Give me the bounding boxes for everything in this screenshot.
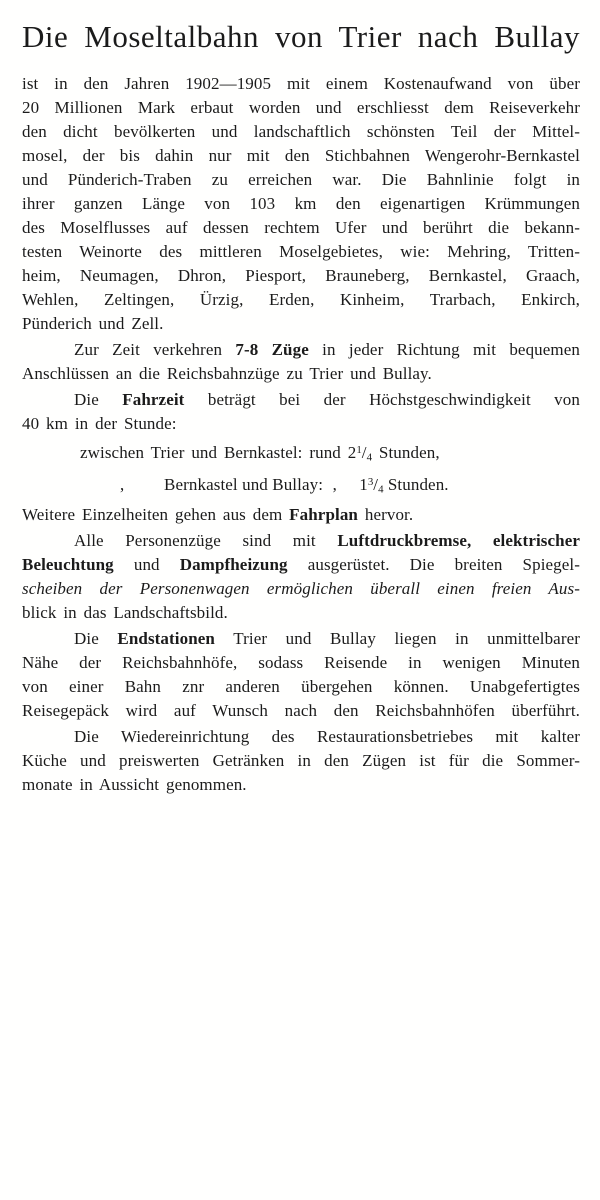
- paragraph: [22, 438, 580, 501]
- text-line: [80, 438, 580, 470]
- text-segment: Alle Personenzüge sind mit: [74, 531, 338, 551]
- text-segment: Weitere Einzelheiten gehen aus dem: [22, 505, 290, 525]
- text-segment: ‚ Bernkastel und Bullay: ‚ 1: [80, 474, 368, 494]
- text-segment: zwischen Trier und Bernkastel: rund 2: [80, 442, 357, 462]
- text-line: [22, 362, 580, 386]
- text-segment: Die Wiedereinrichtung des Restaurationsbetriebes mit kalter: [74, 727, 580, 747]
- paragraph: [22, 338, 580, 386]
- text-line: [22, 388, 580, 412]
- text-segment: Stunden.: [383, 474, 449, 494]
- text-segment: 4: [366, 451, 373, 464]
- text-segment: 1: [356, 444, 362, 456]
- text-line: [22, 264, 580, 288]
- text-segment: Zur Zeit verkehren: [74, 340, 236, 359]
- text-segment: in jeder Richtung mit bequemen: [308, 340, 580, 359]
- text-segment: 7-8 Züge: [235, 340, 309, 359]
- text-line: [22, 773, 580, 797]
- text-segment: monate in Aussicht genommen.: [22, 775, 247, 795]
- text-line: [22, 651, 580, 675]
- text-segment: 4: [378, 483, 384, 496]
- text-segment: Reisegepäck wird auf Wunsch nach den Reichsbahnhöfen überführt.: [22, 701, 580, 721]
- text-segment: Fahrplan: [289, 505, 358, 525]
- text-line: [22, 553, 580, 577]
- text-segment: Küche und preiswerten Getränken in den Zügen ist für die Sommer-: [22, 751, 580, 771]
- paragraph: [22, 388, 580, 436]
- text-segment: den dicht bevölkerten und landschaftlich schönsten Teil der Mittel-: [22, 122, 580, 141]
- text-segment: Dampfheizung: [179, 555, 288, 575]
- text-line: [22, 216, 580, 240]
- text-line: [22, 749, 580, 773]
- paragraph: [22, 72, 580, 336]
- paragraph: [22, 529, 580, 625]
- text-line: [22, 96, 580, 120]
- page-title: Die Moseltalbahn von Trier nach Bullay: [22, 19, 580, 54]
- text-segment: scheiben der Personenwagen ermöglichen überall einen freien Aus-: [22, 579, 580, 599]
- text-segment: Pünderich und Zell.: [22, 314, 164, 333]
- text-segment: von einer Bahn znr anderen übergehen können. Unabgefertigtes: [22, 677, 580, 697]
- text-segment: Beleuchtung: [22, 555, 114, 575]
- text-segment: 20 Millionen Mark erbaut worden und erschliesst dem Reiseverkehr: [22, 98, 580, 117]
- document-body: [22, 72, 580, 797]
- paragraph: [22, 725, 580, 797]
- text-line: [22, 192, 580, 216]
- text-segment: Trier und Bullay liegen in unmittelbarer: [214, 629, 580, 649]
- text-line: [22, 699, 580, 723]
- text-line: [22, 168, 580, 192]
- text-segment: Endstationen: [117, 629, 215, 649]
- text-segment: Wehlen, Zeltingen, Ürzig, Erden, Kinheim, Trarbach, Enkirch,: [22, 290, 580, 309]
- text-segment: testen Weinorte des mittleren Moselgebietes, wie: Mehring, Tritten-: [22, 242, 580, 261]
- paragraph: [22, 627, 580, 723]
- text-line: [22, 627, 580, 651]
- text-segment: ausgerüstet. Die breiten Spiegel-: [287, 555, 580, 575]
- text-segment: Stunden,: [372, 442, 440, 462]
- text-line: [22, 577, 580, 601]
- text-line: [22, 288, 580, 312]
- text-segment: heim, Neumagen, Dhron, Piesport, Brauneberg, Bernkastel, Graach,: [22, 266, 580, 285]
- text-segment: beträgt bei der Höchstgeschwindigkeit von: [184, 390, 580, 409]
- text-segment: /: [361, 442, 367, 462]
- text-segment: 3: [367, 475, 374, 488]
- text-line: [22, 240, 580, 264]
- text-segment: Die: [74, 390, 123, 409]
- text-line: [22, 675, 580, 699]
- text-segment: Die: [74, 629, 118, 649]
- text-segment: blick in das Landschaftsbild.: [22, 603, 228, 623]
- text-line: [22, 338, 580, 362]
- text-line: [22, 503, 580, 527]
- text-segment: Fahrzeit: [122, 390, 185, 409]
- text-segment: und Pünderich-Traben zu erreichen war. Die Bahnlinie folgt in: [22, 170, 580, 189]
- text-segment: ihrer ganzen Länge von 103 km den eigenartigen Krümmungen: [22, 194, 580, 213]
- text-line: [22, 312, 580, 336]
- text-segment: des Moselflusses auf dessen rechtem Ufer und berührt die bekann-: [22, 218, 580, 237]
- text-line: [22, 72, 580, 96]
- text-segment: und: [113, 555, 180, 575]
- text-line: [80, 470, 580, 502]
- text-segment: Anschlüssen an die Reichsbahnzüge zu Trier und Bullay.: [22, 364, 432, 383]
- text-line: [22, 601, 580, 625]
- text-segment: Luftdruckbremse, elektrischer: [337, 531, 580, 551]
- text-line: [22, 120, 580, 144]
- text-line: [22, 144, 580, 168]
- text-line: [22, 529, 580, 553]
- text-segment: /: [373, 474, 379, 494]
- text-segment: mosel, der bis dahin nur mit den Stichbahnen Wengerohr-Bernkastel: [22, 146, 580, 165]
- text-line: [22, 725, 580, 749]
- text-segment: ist in den Jahren 1902—1905 mit einem Kostenaufwand von über: [22, 74, 580, 93]
- text-segment: 40 km in der Stunde:: [22, 414, 177, 433]
- text-segment: Nähe der Reichsbahnhöfe, sodass Reisende in wenigen Minuten: [22, 653, 580, 673]
- paragraph: [22, 503, 580, 527]
- text-segment: hervor.: [358, 505, 414, 525]
- text-line: [22, 412, 580, 436]
